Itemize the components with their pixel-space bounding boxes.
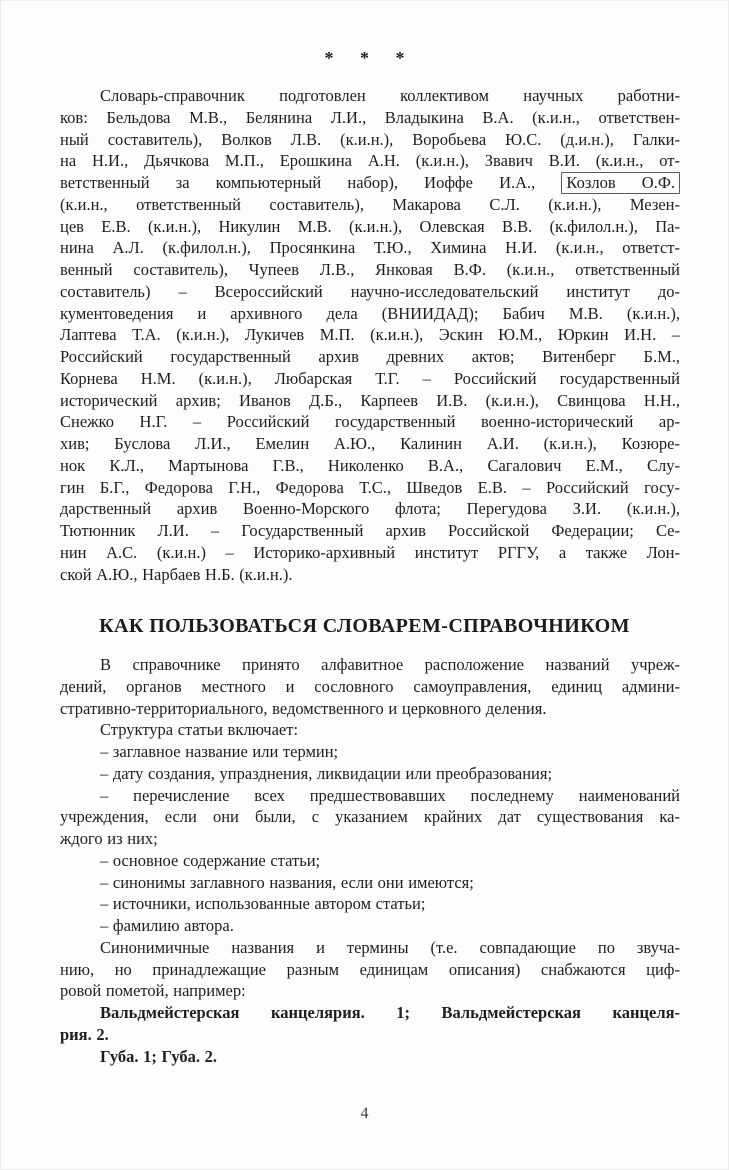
- text-line: – перечисление всех предшествовавших последнему наименований: [100, 785, 680, 805]
- text-line: Губа. 1; Губа. 2.: [100, 1046, 218, 1066]
- text-line: ской А.Ю., Нарбаев Н.Б. (к.и.н.).: [60, 564, 293, 584]
- contributors-paragraph: [60, 85, 680, 585]
- text-line: рия. 2.: [60, 1024, 109, 1044]
- text-line: кументоведения и архивного дела (ВНИИДАД); Бабич М.В. (к.и.н.),: [60, 303, 680, 323]
- text-line: В справочнике принято алфавитное расположение названий учреж-: [100, 655, 680, 674]
- text-line: нок К.Л., Мартынова Г.В., Николенко В.А., Сагалович Е.М., Слу-: [60, 455, 680, 475]
- boxed-name-highlight: Козлов О.Ф.: [561, 172, 680, 194]
- section-heading: КАК ПОЛЬЗОВАТЬСЯ СЛОВАРЕМ-СПРАВОЧНИКОМ: [99, 615, 630, 637]
- text-line: цев Е.В. (к.и.н.), Никулин М.В. (к.и.н.), Олевская В.В. (к.филол.н.), Па-: [60, 216, 680, 236]
- text-line: – фамилию автора.: [100, 916, 234, 935]
- text-line: венный составитель), Чупеев Л.В., Янковая В.Ф. (к.и.н., ответственный: [60, 260, 680, 279]
- text-line: Лаптева Т.А. (к.и.н.), Лукичев М.П. (к.и.н.), Эскин Ю.М., Юркин И.Н. –: [60, 325, 680, 345]
- text-line: учреждения, если они были, с указанием крайних дат существования ка-: [60, 807, 680, 827]
- text-line: ный составитель), Волков Л.В. (к.и.н.), Воробьева Ю.С. (д.и.н.), Галки-: [60, 129, 680, 149]
- text-line: Тютюнник Л.И. – Государственный архив Российской Федерации; Се-: [60, 521, 680, 540]
- text-line: Словарь-справочник подготовлен коллективом научных работни-: [100, 86, 680, 105]
- text-line: – синонимы заглавного названия, если они имеются;: [100, 872, 474, 892]
- text-line: ков: Бельдова М.В., Белянина Л.И., Владыкина В.А. (к.и.н., ответствен-: [60, 107, 680, 127]
- text-line: – заглавное название или термин;: [100, 742, 339, 761]
- text-line: исторический архив; Иванов Д.Б., Карпеев И.В. (к.и.н.), Свинцова Н.Н.,: [60, 390, 680, 410]
- text-line: Корнева Н.М. (к.и.н.), Любарская Т.Г. – Российский государственный: [60, 368, 680, 388]
- text-line: (к.и.н., ответственный составитель), Макарова С.Л. (к.и.н.), Мезен-: [60, 194, 680, 214]
- text-line: Снежко Н.Г. – Российский государственный военно-исторический ар-: [60, 412, 680, 432]
- text-line: нин А.С. (к.и.н.) – Историко-архивный институт РГГУ, а также Лон-: [60, 542, 680, 562]
- usage-section-paragraphs: [60, 654, 680, 1067]
- text-line: дарственный архив Военно-Морского флота; Перегудова З.И. (к.и.н.),: [60, 499, 680, 519]
- text-line: Синонимичные названия и термины (т.е. совпадающие по звуча-: [100, 937, 680, 957]
- text-line: стративно-территориального, ведомственного и церковного деления.: [60, 698, 547, 718]
- text-segment: ветственный за компьютерный набор), Иоффе И.А.,: [60, 173, 562, 192]
- text-line: Российский государственный архив древних актов; Витенберг Б.М.,: [60, 347, 680, 366]
- text-line: хив; Буслова Л.И., Емелин А.Ю., Калинин А.И. (к.и.н.), Козюре-: [60, 434, 680, 453]
- text-line: дений, органов местного и сословного самоуправления, единиц админи-: [60, 676, 680, 696]
- text-line: Вальдмейстерская канцелярия. 1; Вальдмейстерская канцеля-: [100, 1003, 680, 1022]
- text-line: составитель) – Всероссийский научно-исследовательский институт до-: [60, 281, 680, 301]
- text-line: нина А.Л. (к.филол.н.), Просянкина Т.Ю., Химина Н.И. (к.и.н., ответст-: [60, 238, 680, 258]
- text-line: нию, но принадлежащие разным единицам описания) снабжаются циф-: [60, 959, 680, 979]
- section-divider-ornament: * * *: [324, 48, 405, 68]
- text-line: – основное содержание статьи;: [100, 850, 321, 870]
- text-line: ждого из них;: [60, 829, 158, 848]
- text-line: Структура статьи включает:: [100, 720, 299, 740]
- text-line: – источники, использованные автором статьи;: [100, 894, 426, 914]
- text-line: – дату создания, упразднения, ликвидации или преобразования;: [100, 763, 553, 783]
- text-line: на Н.И., Дьячкова М.П., Ерошкина А.Н. (к.и.н.), Звавич В.И. (к.и.н., от-: [60, 151, 680, 171]
- text-line: [60, 172, 680, 194]
- text-line: ровой пометой, например:: [60, 981, 246, 1001]
- page-number: 4: [360, 1105, 369, 1122]
- text-line: гин Б.Г., Федорова Г.Н., Федорова Т.С., Шведов Е.В. – Российский госу-: [60, 477, 680, 497]
